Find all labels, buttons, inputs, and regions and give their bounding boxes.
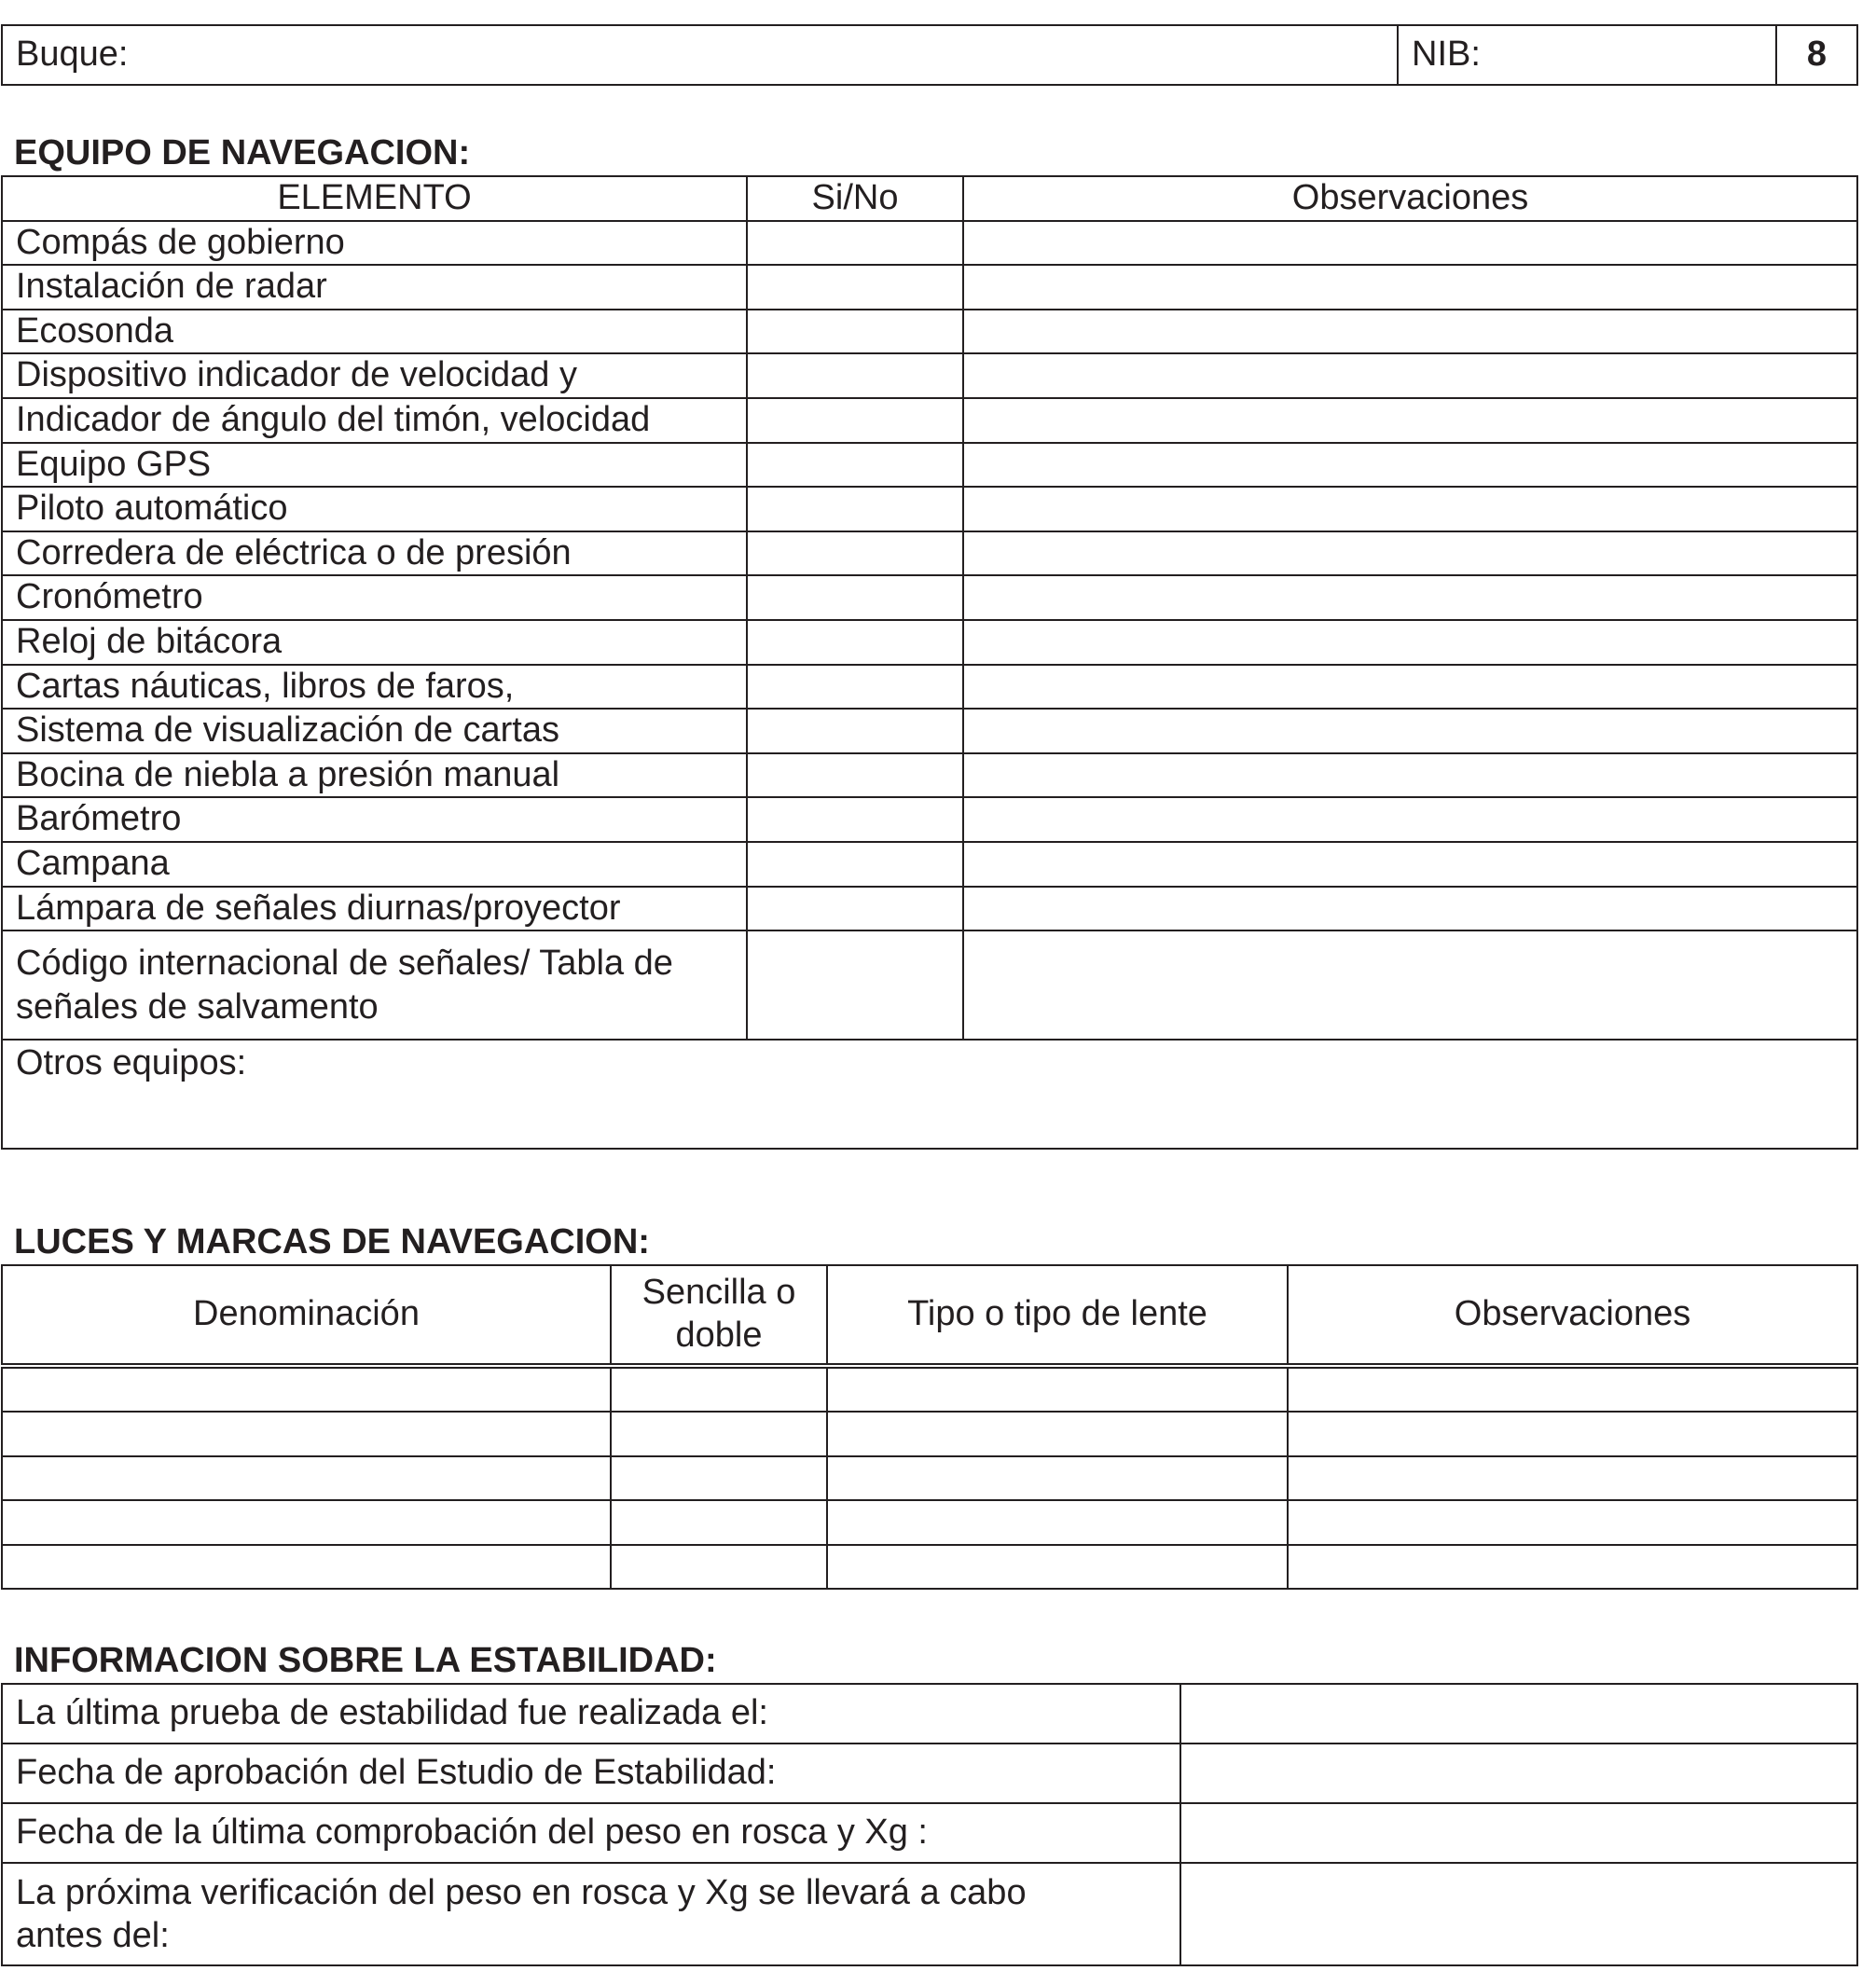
equipo-si-no-cell[interactable] [747,310,963,354]
luces-tipo-lente-cell[interactable] [827,1545,1288,1589]
equipo-row [2,665,1857,710]
otros-equipos-row [2,1040,1857,1149]
equipo-observaciones-cell[interactable] [963,221,1857,266]
equipo-observaciones-cell[interactable] [963,575,1857,620]
otros-equipos-field[interactable] [2,1040,1857,1149]
equipo-si-no-cell[interactable] [747,531,963,576]
col-header-tipo-lente: Tipo o tipo de lente [827,1265,1288,1366]
equipo-item-label: Barómetro [2,797,747,842]
luces-denominacion-cell[interactable] [2,1366,611,1412]
section-title-luces: LUCES Y MARCAS DE NAVEGACION: [14,1222,650,1261]
equipo-observaciones-cell[interactable] [963,665,1857,710]
estabilidad-label: La última prueba de estabilidad fue realizada el: [2,1684,1180,1744]
equipo-item-label: Bocina de niebla a presión manual [2,753,747,798]
equipo-si-no-cell[interactable] [747,665,963,710]
col-header-observaciones: Observaciones [1288,1265,1857,1366]
equipo-observaciones-cell[interactable] [963,487,1857,531]
luces-row [2,1412,1857,1455]
luces-tipo-lente-cell[interactable] [827,1500,1288,1544]
luces-row [2,1456,1857,1500]
estabilidad-table [1,1683,1858,1966]
equipo-row [2,797,1857,842]
estabilidad-row [2,1744,1857,1803]
equipo-item-label: Ecosonda [2,310,747,354]
equipo-si-no-cell[interactable] [747,487,963,531]
estabilidad-label: Fecha de aprobación del Estudio de Estabilidad: [2,1744,1180,1803]
estabilidad-row [2,1684,1857,1744]
equipo-item-label: Indicador de ángulo del timón, velocidad [2,398,747,443]
equipo-row [2,443,1857,488]
equipo-item-label: Compás de gobierno [2,221,747,266]
estabilidad-row [2,1803,1857,1863]
equipo-si-no-cell[interactable] [747,620,963,665]
luces-tipo-lente-cell[interactable] [827,1366,1288,1412]
luces-row [2,1545,1857,1589]
equipo-row [2,842,1857,887]
header-table [1,24,1858,86]
col-header-observaciones: Observaciones [963,176,1857,221]
equipo-row [2,709,1857,753]
equipo-item-label: Instalación de radar [2,265,747,310]
equipo-observaciones-cell[interactable] [963,265,1857,310]
luces-sencilla-doble-cell[interactable] [611,1366,827,1412]
equipo-row [2,265,1857,310]
luces-tipo-lente-cell[interactable] [827,1456,1288,1500]
estabilidad-label: Fecha de la última comprobación del peso en rosca y Xg : [2,1803,1180,1863]
estabilidad-row [2,1863,1857,1965]
section-title-estabilidad: INFORMACION SOBRE LA ESTABILIDAD: [14,1641,717,1680]
equipo-observaciones-cell[interactable] [963,709,1857,753]
equipo-item-label: Piloto automático [2,487,747,531]
luces-denominacion-cell[interactable] [2,1545,611,1589]
equipo-item-label: Cronómetro [2,575,747,620]
equipo-si-no-cell[interactable] [747,753,963,798]
col-header-si-no: Si/No [747,176,963,221]
equipo-row [2,487,1857,531]
equipo-item-line: Código internacional de señales/ Tabla de [16,944,673,984]
equipo-observaciones-cell[interactable] [963,753,1857,798]
section-title-equipo: EQUIPO DE NAVEGACION: [14,133,471,172]
page-number: 8 [1776,25,1857,85]
estabilidad-value-field[interactable] [1180,1803,1857,1863]
luces-observaciones-cell[interactable] [1288,1412,1857,1455]
equipo-row [2,310,1857,354]
equipo-row [2,930,1857,1040]
equipo-row [2,753,1857,798]
buque-label: Buque: [16,34,129,75]
buque-field[interactable] [2,25,1398,85]
luces-observaciones-cell[interactable] [1288,1456,1857,1500]
equipo-observaciones-cell[interactable] [963,842,1857,887]
luces-sencilla-doble-cell[interactable] [611,1500,827,1544]
estabilidad-label-line: La próxima verificación del peso en rosca y Xg se llevará a cabo [16,1872,1027,1912]
estabilidad-value-field[interactable] [1180,1863,1857,1965]
equipo-row [2,353,1857,398]
equipo-observaciones-cell[interactable] [963,531,1857,576]
equipo-row [2,221,1857,266]
nib-field[interactable] [1398,25,1776,85]
equipo-si-no-cell[interactable] [747,221,963,266]
equipo-item-label: Sistema de visualización de cartas [2,709,747,753]
equipo-item-label: Cartas náuticas, libros de faros, [2,665,747,710]
luces-sencilla-doble-cell[interactable] [611,1412,827,1455]
estabilidad-label [2,1863,1180,1965]
equipo-si-no-cell[interactable] [747,398,963,443]
equipo-si-no-cell[interactable] [747,575,963,620]
otros-equipos-label: Otros equipos: [16,1043,247,1083]
equipo-item-label: Campana [2,842,747,887]
equipo-si-no-cell[interactable] [747,709,963,753]
equipo-si-no-cell[interactable] [747,797,963,842]
equipo-item-label: Lámpara de señales diurnas/proyector [2,887,747,931]
luces-observaciones-cell[interactable] [1288,1366,1857,1412]
equipo-observaciones-cell[interactable] [963,620,1857,665]
equipo-item-label: Dispositivo indicador de velocidad y [2,353,747,398]
nib-label: NIB: [1412,34,1481,75]
equipo-item-label: Corredera de eléctrica o de presión [2,531,747,576]
luces-row [2,1366,1857,1412]
equipo-observaciones-cell[interactable] [963,887,1857,931]
estabilidad-label-line: antes del: [16,1916,170,1955]
luces-observaciones-cell[interactable] [1288,1545,1857,1589]
equipo-header-row [2,176,1857,221]
luces-tipo-lente-cell[interactable] [827,1412,1288,1455]
luces-row [2,1500,1857,1544]
equipo-row [2,531,1857,576]
equipo-si-no-cell[interactable] [747,930,963,1040]
equipo-observaciones-cell[interactable] [963,930,1857,1040]
equipo-observaciones-cell[interactable] [963,310,1857,354]
col-header-denominacion: Denominación [2,1265,611,1366]
luces-header-row [2,1265,1857,1366]
col-header-elemento: ELEMENTO [2,176,747,221]
equipo-item-line: señales de salvamento [16,986,379,1027]
equipo-si-no-cell[interactable] [747,353,963,398]
equipo-row [2,575,1857,620]
luces-table [1,1264,1858,1590]
col-header-sencilla-doble: Sencilla o doble [611,1265,827,1366]
equipo-observaciones-cell[interactable] [963,443,1857,488]
equipo-row [2,887,1857,931]
luces-denominacion-cell[interactable] [2,1500,611,1544]
equipo-row [2,620,1857,665]
equipo-observaciones-cell[interactable] [963,797,1857,842]
equipo-item-label [2,930,747,1040]
luces-denominacion-cell[interactable] [2,1456,611,1500]
equipo-si-no-cell[interactable] [747,443,963,488]
equipo-table [1,175,1858,1150]
estabilidad-value-field[interactable] [1180,1744,1857,1803]
equipo-observaciones-cell[interactable] [963,353,1857,398]
luces-observaciones-cell[interactable] [1288,1500,1857,1544]
luces-sencilla-doble-cell[interactable] [611,1545,827,1589]
equipo-observaciones-cell[interactable] [963,398,1857,443]
equipo-si-no-cell[interactable] [747,887,963,931]
equipo-si-no-cell[interactable] [747,265,963,310]
luces-denominacion-cell[interactable] [2,1412,611,1455]
equipo-row [2,398,1857,443]
equipo-item-label: Equipo GPS [2,443,747,488]
luces-sencilla-doble-cell[interactable] [611,1456,827,1500]
equipo-item-label: Reloj de bitácora [2,620,747,665]
equipo-si-no-cell[interactable] [747,842,963,887]
estabilidad-value-field[interactable] [1180,1684,1857,1744]
